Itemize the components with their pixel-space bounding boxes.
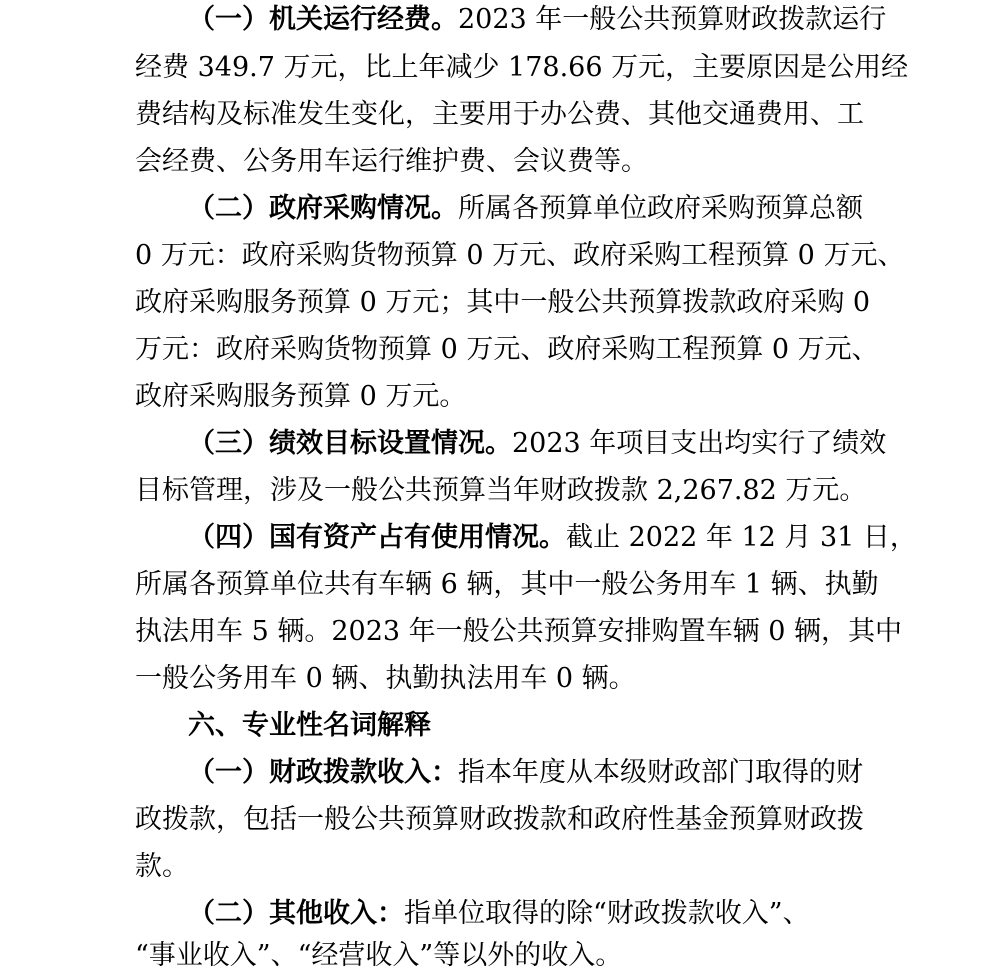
paragraph-2-line-1-text: 所属各预算单位政府采购预算总额 — [458, 193, 863, 224]
definition-1-line-2: 政拨款，包括一般公共预算财政拨款和政府性基金预算财政拨 — [135, 804, 864, 835]
paragraph-4-line-2: 所属各预算单位共有车辆 6 辆，其中一般公务用车 1 辆、执勤 — [135, 569, 879, 600]
paragraph-2-line-2: 0 万元：政府采购货物预算 0 万元、政府采购工程预算 0 万元、 — [135, 240, 905, 271]
definition-2-line-2: “事业收入”、“经营收入”等以外的收入。 — [135, 940, 623, 971]
paragraph-4-line-1-text: 截止 2022 年 12 月 31 日， — [566, 522, 917, 553]
section-heading: 六、专业性名词解释 — [188, 710, 431, 741]
paragraph-2-line-5: 政府采购服务预算 0 万元。 — [135, 381, 467, 412]
paragraph-4-line-1 — [188, 520, 917, 556]
paragraph-1-lead: （一）机关运行经费。 — [188, 4, 458, 35]
definition-1-term: （一）财政拨款收入： — [188, 757, 458, 788]
paragraph-1-line-2: 经费 349.7 万元，比上年减少 178.66 万元，主要原因是公用经 — [135, 52, 909, 83]
definition-2-term: （二）其他收入： — [188, 898, 404, 929]
paragraph-3-line-1-text: 2023 年项目支出均实行了绩效 — [512, 428, 887, 459]
definition-1-line-1 — [188, 755, 863, 791]
paragraph-3-lead: （三）绩效目标设置情况。 — [188, 428, 512, 459]
paragraph-1-line-4: 会经费、公务用车运行维护费、会议费等。 — [135, 146, 648, 177]
definition-2-line-1 — [188, 896, 810, 932]
paragraph-2-line-3: 政府采购服务预算 0 万元；其中一般公共预算拨款政府采购 0 — [135, 287, 871, 318]
paragraph-3-line-2: 目标管理，涉及一般公共预算当年财政拨款 2,267.82 万元。 — [135, 475, 867, 506]
definition-2-line-1-text: 指单位取得的除“财政拨款收入”、 — [404, 898, 810, 929]
paragraph-4-line-4: 一般公务用车 0 辆、执勤执法用车 0 辆。 — [135, 663, 636, 694]
paragraph-1-line-3: 费结构及标准发生变化，主要用于办公费、其他交通费用、工 — [135, 99, 864, 130]
paragraph-2-line-1 — [188, 191, 863, 227]
paragraph-4-lead: （四）国有资产占有使用情况。 — [188, 522, 566, 553]
paragraph-1-line-1-text: 2023 年一般公共预算财政拨款运行 — [458, 4, 887, 35]
paragraph-2-line-4: 万元：政府采购货物预算 0 万元、政府采购工程预算 0 万元、 — [135, 334, 879, 365]
definition-1-line-1-text: 指本年度从本级财政部门取得的财 — [458, 757, 863, 788]
paragraph-1-line-1 — [188, 2, 886, 38]
paragraph-2-lead: （二）政府采购情况。 — [188, 193, 458, 224]
paragraph-3-line-1 — [188, 426, 886, 462]
definition-1-line-3: 款。 — [135, 851, 189, 882]
paragraph-4-line-3: 执法用车 5 辆。2023 年一般公共预算安排购置车辆 0 辆，其中 — [135, 616, 902, 647]
